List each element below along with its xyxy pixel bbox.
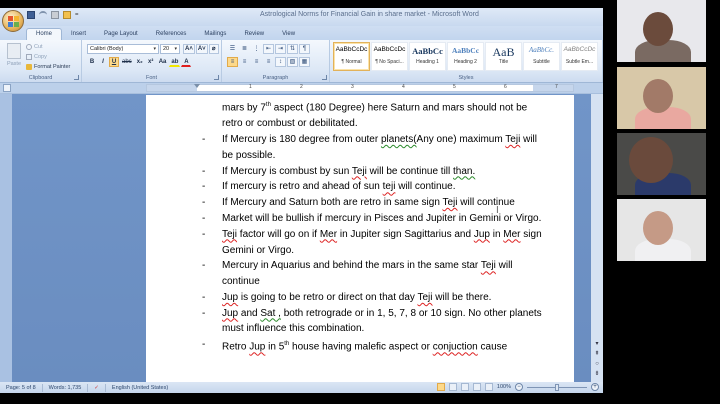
text-run: th	[265, 102, 271, 108]
tab-references[interactable]: References	[155, 31, 187, 37]
text-run: aspect (180 Degree) here Saturn and mars should not be retro or combust or debilitated.	[222, 102, 528, 130]
style-heading-2[interactable]	[447, 42, 484, 71]
video-call-panel	[603, 0, 720, 404]
web-layout-view-button[interactable]	[461, 383, 469, 391]
bullet-list-item[interactable]	[202, 211, 544, 227]
spell-error-text: Teji	[505, 133, 521, 145]
ruler-toggle-button[interactable]	[3, 84, 11, 92]
open-icon[interactable]	[63, 11, 71, 19]
grammar-error-text: planets(	[380, 133, 417, 145]
align-right-button[interactable]: ≡	[254, 59, 259, 65]
text-run: If Mercury is 180 degree from outer	[222, 133, 381, 145]
text-run: mars by 7	[222, 102, 266, 114]
ribbon	[0, 40, 603, 83]
copy-icon	[26, 54, 32, 60]
style-name: ¶ Normal	[341, 59, 362, 65]
participant-avatar	[643, 12, 673, 46]
draft-view-button[interactable]	[485, 383, 493, 391]
proofing-icon[interactable]: ✓	[88, 384, 106, 392]
bullet-list-item[interactable]	[202, 258, 544, 290]
spell-error-text: Teji	[417, 291, 433, 303]
clear-formatting-button[interactable]: ⌀	[209, 44, 219, 54]
style-preview: AaBbCc	[451, 46, 480, 55]
spell-error-text: teji	[382, 181, 396, 193]
paragraph[interactable]	[202, 98, 544, 132]
status-bar	[0, 382, 603, 393]
ruler-tick-label: 5	[453, 84, 456, 90]
borders-button[interactable]: ▦	[299, 57, 310, 67]
tab-mailings[interactable]: Mailings	[204, 31, 227, 37]
bullets-button[interactable]: ☰	[229, 46, 236, 52]
format-painter-button[interactable]: Format Painter	[26, 63, 70, 71]
quick-access-toolbar	[27, 11, 79, 19]
tab-insert[interactable]: Insert	[71, 31, 87, 37]
text-run: will be possible.	[222, 133, 537, 161]
undo-icon[interactable]	[39, 11, 47, 19]
window-title: Astrological Norms for Financial Gain in share market - Microsoft Word	[260, 11, 479, 18]
spell-error-text: Teji	[222, 228, 238, 240]
text-run: will continue.	[395, 181, 456, 193]
text-run: both retrograde or in 1, 5, 7, 8 or 10 sign. No other planets must influence this combination.	[222, 307, 542, 335]
outline-view-button[interactable]	[473, 383, 481, 391]
cut-button[interactable]: Cut	[26, 43, 70, 51]
zoom-out-button[interactable]: −	[515, 383, 523, 391]
style-title[interactable]	[485, 42, 522, 71]
document-page[interactable]	[146, 95, 574, 382]
full-screen-reading-view-button[interactable]	[449, 383, 457, 391]
center-button[interactable]: ≡	[242, 59, 247, 65]
text-run: will be there.	[432, 291, 492, 303]
style-subtle-em[interactable]	[561, 42, 598, 71]
zoom-in-button[interactable]: +	[591, 383, 599, 391]
text-run: cause	[477, 341, 508, 353]
shading-button[interactable]: ▧	[287, 57, 298, 67]
paste-button[interactable]: Paste	[4, 43, 24, 67]
spell-error-text: conjuction	[432, 341, 478, 353]
paragraph-group-label: Paragraph	[262, 75, 289, 81]
clipboard-group-label: Clipboard	[28, 75, 53, 81]
copy-button[interactable]: Copy	[26, 53, 70, 61]
bullet-list-item[interactable]	[202, 132, 544, 164]
spell-error-text: Jup	[222, 307, 239, 319]
ruler-tick-label: 6	[504, 84, 507, 90]
vertical-ruler	[0, 94, 12, 382]
spell-error-text: Teji	[442, 197, 458, 209]
ruler-tick-label: 1	[249, 84, 252, 90]
text-run: Retro	[222, 341, 250, 353]
text-run: Mercury in Aquarius and behind the mars in the same star	[222, 260, 481, 272]
styles-gallery	[333, 42, 598, 71]
zoom-slider-thumb[interactable]	[555, 384, 559, 391]
style-subtitle[interactable]	[523, 42, 560, 71]
text-run: factor will go on if	[237, 228, 320, 240]
word-count[interactable]: Words: 1,735	[43, 384, 89, 392]
text-run: and	[238, 307, 261, 319]
text-run: th	[284, 341, 290, 348]
text-run: will continue	[457, 197, 515, 209]
bullet-list-item[interactable]	[202, 195, 544, 211]
clipboard-group	[0, 40, 82, 82]
bullet-list-item[interactable]	[202, 179, 544, 195]
ruler-tick-label: 2	[300, 84, 303, 90]
bold-button[interactable]: B	[89, 59, 95, 65]
chevron-down-icon: ▾	[174, 46, 177, 52]
grammar-error-text: Sat ,	[260, 307, 281, 319]
print-layout-view-button[interactable]	[437, 383, 445, 391]
numbering-button[interactable]: ≣	[241, 46, 248, 52]
justify-button[interactable]: ≡	[266, 59, 271, 65]
shrink-font-button[interactable]: A˅	[197, 46, 206, 52]
align-left-button[interactable]: ≡	[227, 57, 238, 67]
style-preview: AaB	[492, 46, 515, 59]
style-preview: AaBbCc.	[528, 46, 555, 54]
customize-qat-icon[interactable]: =	[75, 12, 79, 18]
multilevel-list-button[interactable]: ⋮	[253, 46, 260, 52]
participant-avatar	[629, 137, 673, 183]
tab-view[interactable]: View	[282, 31, 296, 37]
participant-avatar	[643, 211, 673, 245]
tab-page-layout[interactable]: Page Layout	[104, 31, 138, 37]
change-case-button[interactable]: Aa	[158, 59, 167, 65]
text-run: will be continue till	[366, 165, 454, 177]
text-cursor-icon: I	[496, 205, 499, 216]
ruler-tick-label: 7	[555, 84, 558, 90]
italic-button[interactable]: I	[102, 59, 104, 65]
underline-button[interactable]: U	[109, 57, 119, 67]
text-run: sign Gemini or Virgo.	[222, 228, 542, 256]
spell-error-text: Jup	[222, 291, 239, 303]
ruler-tick-label: 3	[351, 84, 354, 90]
language-indicator[interactable]: English (United States)	[111, 384, 169, 391]
style-name: Subtle Em...	[565, 59, 594, 65]
document-area	[0, 94, 603, 382]
bullet-list-item[interactable]	[202, 227, 544, 259]
select-browse-object-icon[interactable]: ○	[595, 361, 599, 367]
subscript-button[interactable]: x₂	[136, 59, 143, 65]
style-name: Heading 1	[416, 59, 439, 65]
superscript-button[interactable]: x²	[148, 59, 154, 65]
horizontal-ruler[interactable]	[146, 84, 574, 92]
style-normal[interactable]	[333, 42, 370, 71]
style-name: ¶ No Spaci...	[375, 59, 404, 65]
bullet-list-item[interactable]	[202, 164, 544, 180]
show-marks-button[interactable]: ¶	[299, 44, 310, 54]
grammar-error-text: than.	[453, 165, 476, 177]
zoom-level[interactable]: 100%	[496, 384, 511, 390]
page-indicator[interactable]: Page: 5 of 8	[0, 384, 43, 392]
font-name-select[interactable]: Calibri (Body) ▾	[87, 44, 159, 54]
word-window	[0, 8, 603, 393]
style-name: Title	[498, 59, 509, 65]
text-run: is going to be retro or direct on that day	[238, 291, 418, 303]
participant-video-tile[interactable]	[617, 0, 706, 62]
paste-icon	[7, 43, 21, 59]
bullet-list-item[interactable]	[202, 290, 544, 306]
text-run: If Mercury is combust by sun	[222, 165, 352, 177]
style-name: Subtitle	[533, 59, 550, 65]
zoom-slider[interactable]	[527, 387, 587, 388]
office-button[interactable]	[2, 10, 24, 32]
print-icon[interactable]	[51, 11, 59, 19]
ribbon-tabs	[0, 26, 603, 40]
scissors-icon	[26, 44, 32, 50]
bullet-list-item[interactable]	[202, 337, 544, 355]
indent-marker-icon[interactable]	[194, 84, 200, 88]
increase-indent-button[interactable]: ⇥	[275, 44, 286, 54]
font-group-label: Font	[145, 75, 157, 81]
ruler-bar	[0, 83, 603, 94]
title-bar	[0, 8, 603, 26]
spell-error-text: Teji	[480, 260, 496, 272]
vertical-scrollbar[interactable]	[591, 94, 603, 382]
tab-review[interactable]: Review	[244, 31, 265, 37]
ruler-left-margin	[147, 85, 197, 91]
text-run: in 5	[265, 341, 285, 353]
previous-page-icon[interactable]: ⇞	[594, 351, 600, 357]
style-preview: AaBbCc	[412, 46, 443, 56]
line-spacing-button[interactable]: ↕	[275, 57, 286, 67]
spell-error-text: Mer	[503, 228, 521, 240]
style-no-spaci[interactable]	[371, 42, 408, 71]
text-run: Any one) maximum	[416, 133, 506, 145]
paintbrush-icon	[26, 64, 32, 70]
office-logo-icon	[8, 16, 19, 27]
ruler-right-margin	[533, 85, 573, 91]
ruler-tick-label: 4	[402, 84, 405, 90]
styles-group	[330, 40, 603, 82]
text-run: in	[489, 228, 504, 240]
sort-button[interactable]: ⇅	[287, 44, 298, 54]
participant-video-tile[interactable]	[617, 67, 706, 129]
style-preview: AaBbCcDc	[373, 46, 406, 53]
spell-error-text: Teji	[351, 165, 367, 177]
text-run: If Mercury and Saturn both are retro in same sign	[222, 197, 443, 209]
style-name: Heading 2	[454, 59, 477, 65]
chevron-down-icon: ▾	[153, 46, 156, 52]
font-group	[82, 40, 222, 82]
style-preview: AaBbCcDc	[563, 46, 596, 53]
font-dialog-launcher-icon[interactable]	[214, 75, 219, 80]
styles-group-label: Styles	[458, 75, 474, 81]
document-body[interactable]	[202, 98, 544, 355]
scroll-down-icon[interactable]: ▾	[595, 341, 599, 347]
next-page-icon[interactable]: ⇟	[594, 371, 600, 377]
spell-error-text: Mer	[319, 228, 338, 240]
decrease-indent-button[interactable]: ⇤	[263, 44, 274, 54]
highlight-button[interactable]: ab	[171, 59, 179, 65]
tab-home[interactable]: Home	[26, 28, 62, 40]
text-run: in Jupiter sign Sagittarius and	[337, 228, 474, 240]
style-preview: AaBbCcDc	[335, 46, 368, 53]
clipboard-dialog-launcher-icon[interactable]	[74, 75, 79, 80]
participant-video-tile[interactable]	[617, 133, 706, 195]
bullet-list-item[interactable]	[202, 306, 544, 338]
grow-font-button[interactable]: A˄	[185, 46, 193, 52]
paragraph-dialog-launcher-icon[interactable]	[322, 75, 327, 80]
spell-error-text: Jup	[249, 341, 266, 353]
spell-error-text: Jup	[473, 228, 490, 240]
participant-video-tile[interactable]	[617, 199, 706, 261]
style-heading-1[interactable]	[409, 42, 446, 71]
font-size-select[interactable]: 20 ▾	[160, 44, 180, 54]
text-run: Market will be bullish if mercury in Pisces and Jupiter in Gemini or Virgo.	[222, 212, 542, 224]
save-icon[interactable]	[27, 11, 35, 19]
font-color-button[interactable]: A	[181, 57, 191, 67]
text-run: house having malefic aspect or	[289, 341, 433, 353]
participant-avatar	[643, 79, 673, 113]
paragraph-group	[222, 40, 330, 82]
text-run: will continue	[222, 260, 513, 288]
text-run: If mercury is retro and ahead of sun	[222, 181, 383, 193]
strikethrough-button[interactable]: abc	[122, 59, 132, 65]
